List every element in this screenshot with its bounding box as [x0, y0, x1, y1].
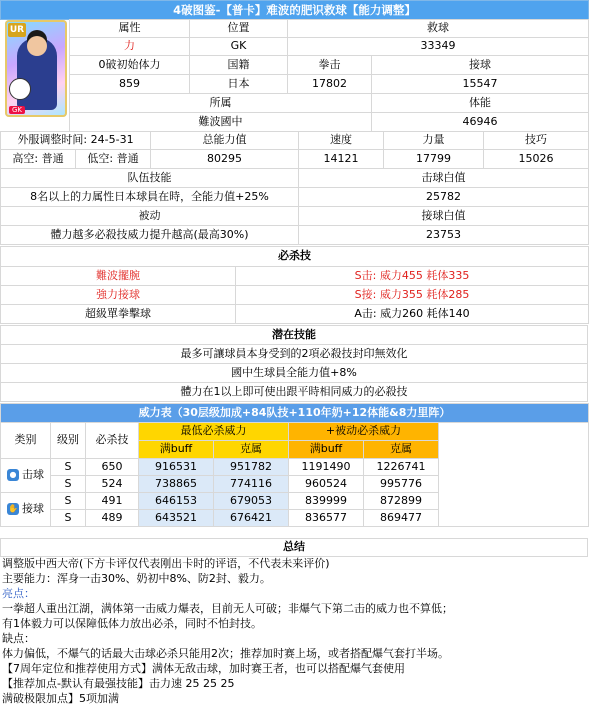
summary-header-table: [0, 538, 588, 557]
special-skill-desc-3: A击: 威力260 耗体140: [236, 305, 589, 324]
save-value: 33349: [288, 38, 589, 56]
summary-line: 体力偏低，不爆气的话最大击球必杀只能用2次；推荐加时赛上场，或者搭配爆气套打半场。: [2, 647, 449, 660]
ball-icon: [9, 78, 31, 100]
table-cell: S: [51, 459, 86, 476]
header-full-buff-1: 满buff: [139, 441, 214, 459]
table-cell: 839999: [289, 493, 364, 510]
summary-line: 主要能力：浑身一击30%、奶初中8%、防2封、毅力。: [2, 572, 271, 585]
passive-value: 體力越多必殺技威力提升越高(最高30%): [1, 226, 299, 245]
special-skill-table: [0, 246, 589, 324]
type-shoot-label: 击球: [22, 468, 44, 482]
high-ball: 高空: 普通: [1, 150, 76, 169]
country-value: 日本: [190, 75, 288, 94]
table-cell: 774116: [214, 476, 289, 493]
table-cell: 1226741: [364, 459, 439, 476]
power-table-header: 威力表（30层级加成+84队技+110年奶+12体能&8力里阵）: [1, 404, 589, 423]
header-passive: 被动: [1, 207, 299, 226]
header-tech: 技巧: [484, 132, 589, 150]
player-head: [27, 36, 47, 56]
special-skill-name-1: 難波擺腕: [1, 267, 236, 286]
table-cell: S: [51, 476, 86, 493]
table-cell: 738865: [139, 476, 214, 493]
header-position: 位置: [190, 20, 288, 38]
header-attr: 属性: [70, 20, 190, 38]
stamina0-value: 859: [70, 75, 190, 94]
table-cell: 995776: [364, 476, 439, 493]
special-skill-desc-1: S击: 威力455 耗体335: [236, 267, 589, 286]
header-team-skill: 队伍技能: [1, 169, 299, 188]
table-cell: 491: [86, 493, 139, 510]
header-catch-white: 接球白值: [299, 207, 589, 226]
latent-skill-2: 國中生球員全能力值+8%: [1, 364, 588, 383]
special-skill-name-2: 強力接球: [1, 286, 236, 305]
player-card-image: [5, 20, 67, 117]
header-speed: 速度: [299, 132, 384, 150]
gk-tag: GK: [9, 106, 25, 114]
header-power: 力量: [384, 132, 484, 150]
summary-line: 一拳超人重出江湖，满体第一击威力爆表，目前无人可破；非爆气下第二击的威力也不算低；: [2, 602, 453, 615]
ball-icon: ●: [7, 469, 19, 481]
header-total: 总能力值: [151, 132, 299, 150]
header-skill: 必杀技: [86, 423, 139, 459]
table-cell: 869477: [364, 510, 439, 527]
header-shoot-white: 击球白值: [299, 169, 589, 188]
attr-value: 力: [70, 38, 190, 56]
summary-line: 缺点：: [2, 632, 35, 645]
speed-value: 14121: [299, 150, 384, 169]
body-value: 46946: [372, 113, 589, 132]
header-min-power: 最低必杀威力: [139, 423, 289, 441]
latent-skill-header: 潜在技能: [1, 326, 588, 345]
punch-value: 17802: [288, 75, 372, 94]
table-cell: 960524: [289, 476, 364, 493]
table-cell: S: [51, 510, 86, 527]
header-body: 体能: [372, 94, 589, 113]
type-catch-label: 接球: [22, 502, 44, 516]
power-table-blank: [439, 423, 589, 527]
header-stamina0: 0破初始体力: [70, 56, 190, 75]
table-cell: 916531: [139, 459, 214, 476]
header-counter-2: 克属: [364, 441, 439, 459]
special-skill-name-3: 超級單拳擊球: [1, 305, 236, 324]
type-catch: [1, 493, 51, 527]
header-counter-1: 克属: [214, 441, 289, 459]
special-skill-header: 必杀技: [1, 247, 589, 267]
total-value: 80295: [151, 150, 299, 169]
type-shoot: [1, 459, 51, 493]
header-level: 级别: [51, 423, 86, 459]
summary-line: 满破极限加点】5项加满: [2, 692, 119, 705]
server-update: 外服调整时间: 24-5-31: [1, 132, 151, 150]
header-punch: 拳击: [288, 56, 372, 75]
header-catch: 接球: [372, 56, 589, 75]
power-table: [0, 403, 589, 527]
team-value: 難波國中: [70, 113, 372, 132]
power-value: 17799: [384, 150, 484, 169]
low-ball: 低空: 普通: [76, 150, 151, 169]
catch-white-value: 23753: [299, 226, 589, 245]
team-skill-value: 8名以上的力属性日本球員在時，全能力值+25%: [1, 188, 299, 207]
latent-skill-1: 最多可讓球員本身受到的2項必殺技封印無效化: [1, 345, 588, 364]
table-cell: S: [51, 493, 86, 510]
summary-line: 【推荐加点-默认有最强技能】击力速 25 25 25: [2, 677, 235, 690]
table-cell: 489: [86, 510, 139, 527]
table-cell: 646153: [139, 493, 214, 510]
glove-icon: ✋: [8, 504, 18, 514]
special-skill-desc-2: S接: 威力355 耗体285: [236, 286, 589, 305]
table-cell: 872899: [364, 493, 439, 510]
header-type: 类别: [1, 423, 51, 459]
header-passive-power: +被动必杀威力: [289, 423, 439, 441]
summary-text: [2, 556, 587, 706]
shoot-white-value: 25782: [299, 188, 589, 207]
latent-skill-table: [0, 325, 588, 402]
header-full-buff-2: 满buff: [289, 441, 364, 459]
table-cell: 951782: [214, 459, 289, 476]
summary-line: 【7周年定位和推荐使用方式】满体无敌击球，加时赛王者，也可以搭配爆气套使用: [2, 662, 405, 675]
header-country: 国籍: [190, 56, 288, 75]
page-title: 4破图鉴-【普卡】难波的肥识救球【能力调整】: [0, 0, 589, 20]
rarity-badge: UR: [9, 25, 25, 35]
summary-header: 总结: [1, 539, 588, 557]
latent-skill-3: 體力在1以上即可使出跟平時相同威力的必殺技: [1, 383, 588, 402]
table-cell: 650: [86, 459, 139, 476]
table-cell: 524: [86, 476, 139, 493]
stats-table-top: [69, 19, 589, 132]
table-cell: 643521: [139, 510, 214, 527]
summary-line: 有1体毅力可以保障低体力放出必杀，同时不怕封技。: [2, 617, 262, 630]
summary-line: 亮点：: [2, 587, 35, 600]
header-save: 救球: [288, 20, 589, 38]
summary-line: 调整版中西大帝(下方卡评仅代表刚出卡时的评语，不代表未来评价): [2, 557, 330, 570]
table-cell: 679053: [214, 493, 289, 510]
table-cell: 1191490: [289, 459, 364, 476]
tech-value: 15026: [484, 150, 589, 169]
stats-table-bottom: [0, 131, 589, 245]
catch-value: 15547: [372, 75, 589, 94]
table-cell: 836577: [289, 510, 364, 527]
header-team: 所属: [70, 94, 372, 113]
position-value: GK: [190, 38, 288, 56]
table-cell: 676421: [214, 510, 289, 527]
